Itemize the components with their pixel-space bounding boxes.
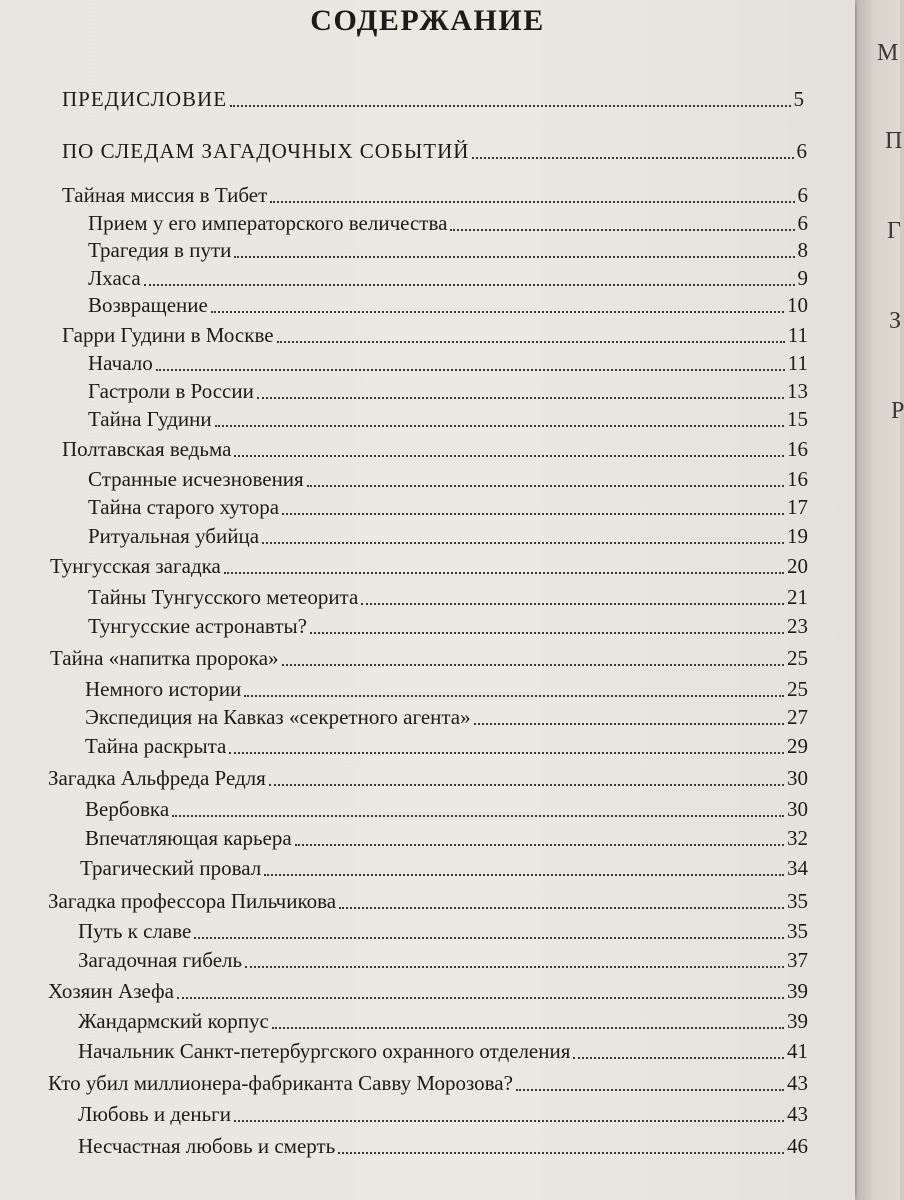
toc-entry [85,704,808,730]
toc-entry-page-number: 43 [787,1071,808,1095]
toc-entry-title: Хозяин Азефа [48,979,174,1003]
toc-entry-page-number: 11 [787,323,808,347]
toc-entry [85,796,808,822]
toc-entry [62,182,808,208]
toc-entry-title: Трагический провал [80,856,262,880]
toc-entry-page-number: 16 [787,437,808,461]
toc-entry [48,765,808,791]
toc-entry-page-number: 41 [787,1039,808,1063]
dot-leader [215,424,784,427]
toc-entry-title: Прием у его императорского величества [88,211,448,235]
toc-entry [78,918,808,944]
toc-entry-page-number: 11 [787,351,808,375]
toc-entry-title: Тайны Тунгусского метеорита [88,585,359,609]
toc-entry-page-number: 25 [787,677,808,701]
toc-entry-page-number: 6 [797,183,808,207]
toc-entry-page-number: 39 [787,979,808,1003]
facing-page-letter: З [889,308,902,334]
toc-entry-title: Начало [88,351,153,375]
toc-entry [88,466,808,492]
toc-entry-title: Загадка Альфреда Редля [48,766,266,790]
dot-leader [272,1026,784,1029]
dot-leader [270,200,794,203]
toc-entry-title: Путь к славе [78,919,192,943]
toc-entry-page-number: 21 [787,585,808,609]
dot-leader [295,843,784,846]
toc-entry-title: Загадка профессора Пильчикова [48,889,337,913]
toc-entry-title: Немного истории [85,677,242,701]
dot-leader [450,228,794,231]
toc-entry [78,1133,808,1159]
toc-entry [88,494,808,520]
toc-entry [48,888,808,914]
toc-entry [50,645,808,671]
toc-entry [85,733,808,759]
toc-entry-page-number: 27 [787,705,808,729]
facing-page-letter: М [877,40,899,66]
toc-entry-page-number: 32 [787,826,808,850]
dot-leader [472,156,793,159]
dot-leader [234,1119,784,1122]
toc-entry-title: Впечатляющая карьера [85,826,292,850]
dot-leader [224,571,784,574]
toc-entry-page-number: 46 [787,1134,808,1158]
toc-entry-title: Тайна раскрыта [85,734,227,758]
toc-entry-page-number: 19 [787,524,808,548]
toc-entry-title: ПО СЛЕДАМ ЗАГАДОЧНЫХ СОБЫТИЙ [62,139,470,163]
dot-leader [144,283,795,286]
dot-leader [516,1088,784,1091]
toc-entry-title: Тайна старого хутора [88,495,280,519]
toc-entry-page-number: 35 [787,889,808,913]
dot-leader [257,396,784,399]
toc-entry-title: Любовь и деньги [78,1102,232,1126]
toc-entry-page-number: 6 [797,211,808,235]
toc-entry-page-number: 8 [797,238,808,262]
toc-entry-title: Полтавская ведьма [62,437,232,461]
toc-entry-page-number: 10 [787,293,808,317]
dot-leader [211,310,784,313]
toc-entry [78,947,808,973]
toc-entry-title: Гарри Гудини в Москве [62,323,274,347]
toc-entry [48,1070,808,1096]
toc-entry-page-number: 13 [787,379,808,403]
toc-entry-title: Жандармский корпус [78,1009,269,1033]
toc-entry [78,1008,808,1034]
dot-leader [262,541,784,544]
dot-leader [156,368,785,371]
toc-entry-page-number: 23 [787,614,808,638]
toc-entry-title: Ритуальная убийца [88,524,260,548]
toc-entry-title: Возвращение [88,293,208,317]
toc-entry-page-number: 16 [787,467,808,491]
toc-entry [88,523,808,549]
toc-entry [80,855,808,881]
toc-entry-page-number: 35 [787,919,808,943]
toc-entry-title: Кто убил миллионера-фабриканта Савву Морозова? [48,1071,513,1095]
toc-entry-title: Несчастная любовь и смерть [78,1134,336,1158]
toc-entry [88,265,808,291]
dot-leader [229,751,784,754]
facing-page-edge [857,0,904,1200]
toc-entry [88,584,808,610]
dot-leader [277,340,785,343]
page-title: СОДЕРЖАНИЕ [310,4,545,37]
toc-entry-title: Лхаса [88,266,141,290]
dot-leader [307,484,784,487]
toc-entry [85,676,808,702]
dot-leader [573,1056,784,1059]
dot-leader [245,965,784,968]
dot-leader [338,1151,784,1154]
toc-entry-page-number: 20 [787,554,808,578]
toc-entry-title: Тайна Гудини [88,407,212,431]
toc-entry [88,210,808,236]
toc-entry-title: Вербовка [85,797,170,821]
facing-page-letter: П [885,128,903,154]
toc-entry-title: Тунгусская загадка [50,554,221,578]
toc-entry-title: Трагедия в пути [88,238,232,262]
dot-leader [172,814,784,817]
toc-entry-page-number: 29 [787,734,808,758]
toc-entry [78,1038,808,1064]
toc-entry [88,350,808,376]
facing-page-letter: Г [887,218,901,244]
toc-entry-title: Странные исчезновения [88,467,304,491]
toc-entry-title: Экспедиция на Кавказ «секретного агента» [85,705,471,729]
dot-leader [282,512,784,515]
dot-leader [177,996,784,999]
toc-entry-page-number: 30 [787,766,808,790]
dot-leader [234,454,784,457]
toc-entry [88,292,808,318]
dot-leader [194,936,784,939]
dot-leader [474,722,784,725]
toc-entry-title: ПРЕДИСЛОВИЕ [62,87,228,111]
dot-leader [264,873,784,876]
dot-leader [234,255,794,258]
toc-entry-page-number: 34 [787,856,808,880]
toc-entry-page-number: 43 [787,1102,808,1126]
dot-leader [230,104,790,107]
toc-entry-page-number: 25 [787,646,808,670]
dot-leader [269,783,784,786]
toc-entry-page-number: 15 [787,407,808,431]
toc-entry-title: Тайная миссия в Тибет [62,183,268,207]
dot-leader [244,694,784,697]
toc-entry-page-number: 17 [787,495,808,519]
toc-entry [88,378,808,404]
toc-entry-page-number: 6 [796,139,808,163]
toc-entry [62,436,808,462]
toc-entry [50,553,808,579]
toc-entry-title: Тунгусские астронавты? [88,614,307,638]
dot-leader [282,663,784,666]
toc-entry [62,138,808,164]
toc-entry-title: Тайна «напитка пророка» [50,646,279,670]
toc-entry-page-number: 9 [797,266,808,290]
facing-page-letter: Р [891,398,904,424]
toc-entry-page-number: 5 [793,87,805,111]
toc-entry-title: Гастроли в России [88,379,254,403]
toc-entry-title: Загадочная гибель [78,948,243,972]
toc-entry [88,406,808,432]
toc-entry [62,86,805,112]
dot-leader [310,631,784,634]
toc-entry [78,1101,808,1127]
toc-entry-page-number: 39 [787,1009,808,1033]
toc-entry [85,825,808,851]
toc-entry [62,322,808,348]
toc-entry [88,237,808,263]
dot-leader [361,602,784,605]
dot-leader [339,906,784,909]
toc-entry [88,613,808,639]
toc-entry-title: Начальник Санкт-петербургского охранного отделения [78,1039,571,1063]
toc-entry-page-number: 37 [787,948,808,972]
toc-entry [48,978,808,1004]
toc-entry-page-number: 30 [787,797,808,821]
